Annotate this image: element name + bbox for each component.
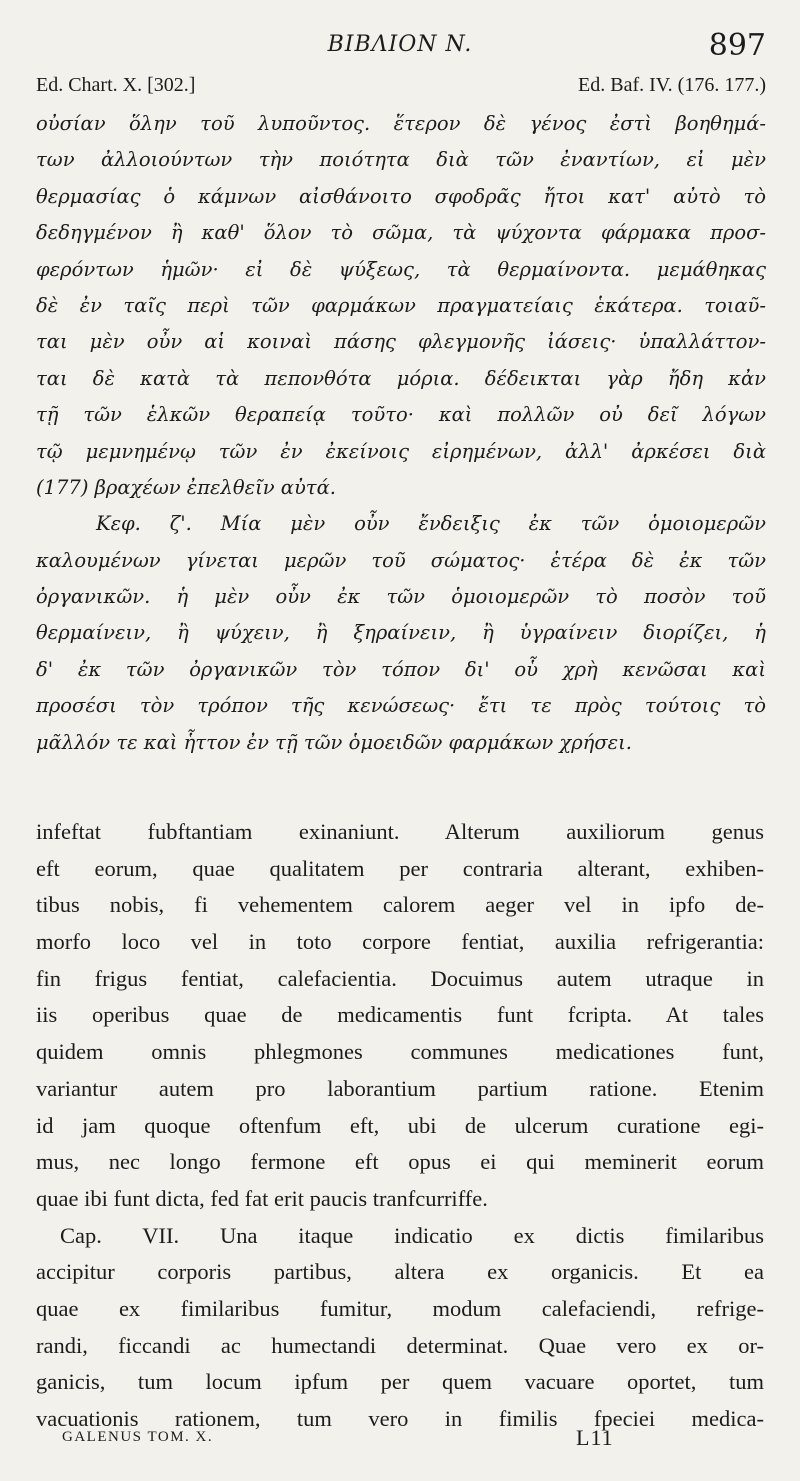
signature-mark: L11 (576, 1425, 614, 1450)
greek-line: ὀργανικῶν. ἡ μὲν οὖν ἐκ τῶν ὁμοιομερῶν τὸ ποσὸν τοῦ (36, 585, 766, 609)
latin-chapter-heading-line: Cap. VII. Una itaque indicatio ex dictis fimilaribus (60, 1222, 764, 1248)
greek-line: οὐσίαν ὅλην τοῦ λυποῦντος. ἕτερον δὲ γένος ἐστὶ βοηθημά- (36, 112, 766, 135)
latin-line: tibus nobis, fi vehementem calorem aeger vel in ipfo de- (36, 892, 764, 918)
latin-line: fin frigus fentiat, calefacientia. Docuimus autem utraque in (36, 965, 764, 991)
greek-line: θερμασίας ὁ κάμνων αἰσθάνοιτο σφοδρᾶς ἤτοι κατ' αὐτὸ τὸ (36, 184, 766, 208)
greek-line: ται μὲν οὖν αἱ κοιναὶ πάσης φλεγμονῆς ἰάσεις· ὑπαλλάττον- (36, 330, 766, 354)
latin-text (36, 814, 764, 1438)
greek-line: προσέσι τὸν τρόπον τῆς κενώσεως· ἔτι τε πρὸς τούτοις τὸ (36, 694, 766, 718)
greek-line: καλουμένων γίνεται μερῶν τοῦ σώματος· ἑτέρα δὲ ἐκ τῶν (36, 548, 766, 572)
greek-line: φερόντων ἡμῶν· εἰ δὲ ψύξεως, τὰ θερμαίνοντα. μεμάθηκας (36, 257, 766, 281)
latin-line: randi, ficcandi ac humectandi determinat. Quae vero ex or- (36, 1332, 764, 1358)
greek-chapter-heading-line: Κεφ. ζ'. Μία μὲν οὖν ἔνδειξις ἐκ τῶν ὁμοιομερῶν (96, 512, 766, 536)
greek-line: μᾶλλόν τε καὶ ἧττον ἐν τῇ τῶν ὁμοειδῶν φαρμάκων χρήσει. (36, 730, 632, 754)
greek-line: των ἀλλοιούντων τὴν ποιότητα διὰ τῶν ἐναντίων, εἰ μὲν (36, 148, 766, 172)
latin-line: infeftat fubftantiam exinaniunt. Alterum auxiliorum genus (36, 819, 764, 844)
latin-line: eft eorum, quae qualitatem per contraria alterant, exhiben- (36, 855, 764, 881)
latin-line: iis operibus quae de medicamentis funt fcripta. At tales (36, 1002, 764, 1028)
greek-line: (177) βραχέων ἐπελθεῖν αὐτά. (36, 475, 336, 499)
latin-line: accipitur corporis partibus, altera ex organicis. Et ea (36, 1259, 764, 1285)
latin-line: variantur autem pro laborantium partium ratione. Etenim (36, 1075, 764, 1101)
latin-line: mus, nec longo fermone eft opus ei qui meminerit eorum (36, 1149, 764, 1175)
book-title: BIBΛION N. (327, 32, 473, 57)
page-number: 897 (708, 28, 766, 63)
edition-basel-reference: Ed. Baf. IV. (176. 177.) (578, 74, 766, 96)
greek-line: δεδηγμένον ἢ καθ' ὅλον τὸ σῶμα, τὰ ψύχοντα φάρμακα προσ- (36, 221, 766, 245)
latin-line: quidem omnis phlegmones communes medicationes funt, (36, 1039, 764, 1065)
latin-line: ganicis, tum locum ipfum per quem vacuare oportet, tum (36, 1369, 764, 1395)
volume-footer: GALENUS TOM. X. (62, 1429, 214, 1445)
latin-line: id jam quoque oftenfum eft, ubi de ulcerum curatione egi- (36, 1112, 764, 1138)
latin-line: quae ibi funt dicta, fed fat erit paucis tranfcurriffe. (36, 1185, 488, 1211)
latin-line: morfo loco vel in toto corpore fentiat, auxilia refrigerantia: (36, 929, 764, 955)
greek-text (36, 106, 766, 761)
greek-line: ται δὲ κατὰ τὰ πεπονθότα μόρια. δέδεικται γὰρ ἤδη κἀν (36, 366, 766, 390)
page-footer (36, 1425, 766, 1455)
greek-line: τῷ μεμνημένῳ τῶν ἐν ἐκείνοις εἰρημένων, ἀλλ' ἀρκέσει διὰ (36, 439, 766, 463)
latin-line: vacuationis rationem, tum vero in fimilis fpeciei medica- (36, 1406, 764, 1431)
edition-chart-reference: Ed. Chart. X. [302.] (36, 74, 196, 96)
greek-line: δὲ ἐν ταῖς περὶ τῶν φαρμάκων πραγματείαις ἑκάτερα. τοιαῦ- (36, 293, 766, 317)
greek-line: δ' ἐκ τῶν ὀργανικῶν τὸν τόπον δι' οὗ χρὴ κενῶσαι καὶ (36, 657, 766, 681)
greek-line: τῇ τῶν ἑλκῶν θεραπείᾳ τοῦτο· καὶ πολλῶν οὐ δεῖ λόγων (36, 403, 766, 427)
greek-line: θερμαίνειν, ἢ ψύχειν, ἢ ξηραίνειν, ἢ ὑγραίνειν διορίζει, ἡ (36, 621, 766, 645)
latin-line: quae ex fimilaribus fumitur, modum calefaciendi, refrige- (36, 1295, 764, 1321)
edition-references (36, 74, 766, 104)
running-head (0, 28, 800, 64)
